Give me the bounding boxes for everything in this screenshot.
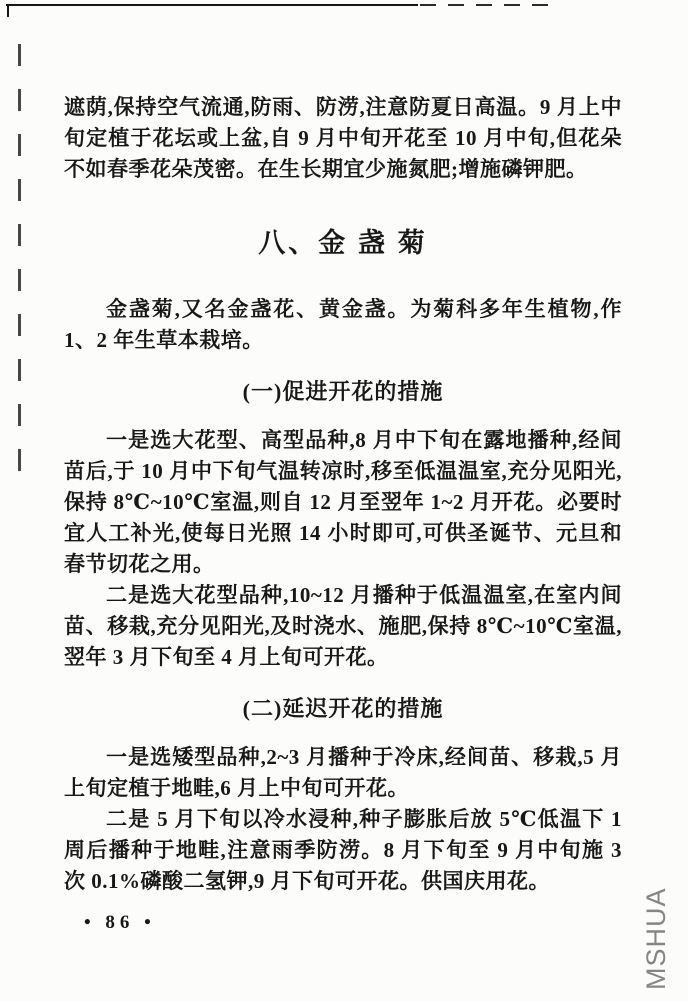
chapter-heading: 八、金 盏 菊 (258, 228, 428, 258)
scan-top-edge-line (6, 4, 418, 6)
scan-corner-tick (7, 4, 9, 17)
section-1-paragraph-1: 一是选大花型、高型品种,8 月中下旬在露地播种,经间苗后,于 10 月中下旬气温转凉时,移至低温温室,充分见阳光,保持 8℃~10℃室温,则自 12 月至翌年 1~2 月开花。必要时宜人工补光,使每日光照 14 小时即可,可供圣诞节、元旦和春节切花之用。 (64, 428, 622, 576)
section-1-heading: (一)促进开花的措施 (242, 379, 444, 404)
scan-left-binding-marks (18, 44, 21, 486)
page-text-block (64, 92, 622, 897)
section-2-heading: (二)延迟开花的措施 (242, 696, 444, 721)
intro-paragraph: 金盏菊,又名金盏花、黄金盏。为菊科多年生植物,作 1、2 年生草本栽培。 (64, 297, 622, 352)
watermark-text: MSHUA (641, 887, 671, 990)
section-1-paragraph-2: 二是选大花型品种,10~12 月播种于低温温室,在室内间苗、移栽,充分见阳光,及时浇水、施肥,保持 8℃~10℃室温,翌年 3 月下旬至 4 月上旬可开花。 (64, 583, 622, 669)
section-2-paragraph-1: 一是选矮型品种,2~3 月播种于冷床,经间苗、移栽,5 月上旬定植于地畦,6 月上中旬可开花。 (64, 745, 622, 800)
section-2-paragraph-2: 二是 5 月下旬以冷水浸种,种子膨胀后放 5℃低温下 1 周后播种于地畦,注意雨季防涝。8 月下旬至 9 月中旬施 3 次 0.1%磷酸二氢钾,9 月下旬可开花。供国庆用花。 (64, 807, 622, 893)
page-number: • 86 • (84, 912, 156, 933)
scan-top-edge-dashes (420, 4, 548, 6)
lead-paragraph: 遮荫,保持空气流通,防雨、防涝,注意防夏日高温。9 月上中旬定植于花坛或上盆,自 9 月中旬开花至 10 月中旬,但花朵不如春季花朵茂密。在生长期宜少施氮肥;增施磷钾肥。 (64, 95, 622, 181)
